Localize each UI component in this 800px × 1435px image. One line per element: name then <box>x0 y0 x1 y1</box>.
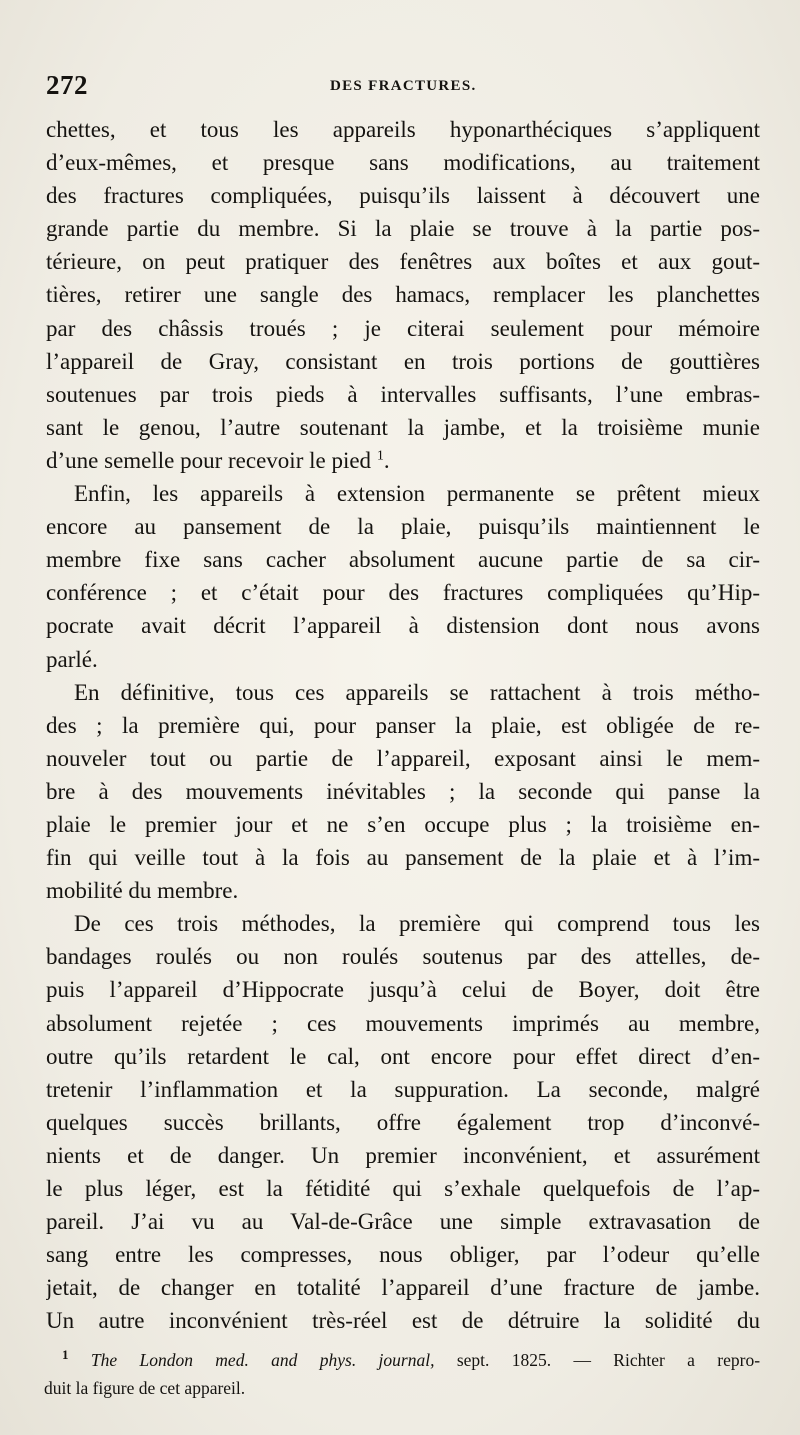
text-line: plaie le premier jour et ne s’en occupe plus ; la troisième en- <box>46 811 760 837</box>
text-line: des fractures compliquées, puisqu’ils laissent à découvert une <box>46 183 760 209</box>
paragraph-start: De ces trois méthodes, la première qui comprend tous les <box>74 911 760 937</box>
text-line: grande partie du membre. Si la plaie se trouve à la partie pos- <box>46 216 760 242</box>
text-line: parlé. <box>46 646 98 672</box>
footnote-text: sept. 1825. — Richter a repro- <box>456 1350 760 1370</box>
text-line: nients et de danger. Un premier inconvénient, et assurément <box>46 1142 760 1168</box>
text-line: chettes, et tous les appareils hyponarthéciques s’appliquent <box>46 117 760 142</box>
text-line: jetait, de changer en totalité l’appareil d’une fracture de jambe. <box>46 1275 760 1301</box>
text-line: sang entre les compresses, nous obliger, par l’odeur qu’elle <box>46 1242 760 1268</box>
text-line: encore au pansement de la plaie, puisqu’ils maintiennent le <box>46 514 760 540</box>
text-line: d’eux-mêmes, et presque sans modifications, au traitement <box>46 150 760 176</box>
text-line: absolument rejetée ; ces mouvements imprimés au membre, <box>46 1010 760 1036</box>
body-text <box>46 113 760 1337</box>
paragraph-start: Enfin, les appareils à extension permanente se prêtent mieux <box>74 481 760 507</box>
text-line: quelques succès brillants, offre également trop d’inconvé- <box>46 1109 760 1135</box>
text-line-content: d’une semelle pour recevoir le pied <box>46 447 372 473</box>
footnote-line <box>44 1346 760 1374</box>
text-line: tretenir l’inflammation et la suppuration. La seconde, malgré <box>46 1076 760 1102</box>
text-line: fin qui veille tout à la fois au pansement de la plaie et à l’im- <box>46 845 760 871</box>
paragraph-start: En définitive, tous ces appareils se rattachent à trois métho- <box>74 679 760 705</box>
footnote-line: duit la figure de cet appareil. <box>44 1378 246 1398</box>
text-line: bre à des mouvements inévitables ; la seconde qui panse la <box>46 778 760 804</box>
text-line: puis l’appareil d’Hippocrate jusqu’à celui de Boyer, doit être <box>46 977 760 1003</box>
text-line: le plus léger, est la fétidité qui s’exhale quelquefois de l’ap- <box>46 1176 760 1201</box>
text-line: bandages roulés ou non roulés soutenus par des attelles, de- <box>46 944 760 970</box>
text-line: sant le genou, l’autre soutenant la jambe, et la troisième munie <box>46 414 760 440</box>
footnote-reference: 1 <box>376 448 384 464</box>
text-line: tières, retirer une sangle des hamacs, remplacer les planchettes <box>46 282 760 308</box>
text-line: pocrate avait décrit l’appareil à distension dont nous avons <box>46 613 760 639</box>
page-header <box>44 70 760 104</box>
journal-title: The London med. and phys. journal, <box>90 1350 435 1370</box>
text-line: Un autre inconvénient très-réel est de détruire la solidité du <box>46 1308 760 1334</box>
text-line: membre fixe sans cacher absolument aucune partie de sa cir- <box>46 547 760 573</box>
text-line: par des châssis troués ; je citerai seulement pour mémoire <box>46 315 760 341</box>
text-line: outre qu’ils retardent le cal, ont encore pour effet direct d’en- <box>46 1043 760 1069</box>
text-line: pareil. J’ai vu au Val-de-Grâce une simple extravasation de <box>46 1209 760 1235</box>
page-number: 272 <box>46 70 88 100</box>
text-line: d’une semelle pour recevoir le pied $^1$. <box>46 447 390 473</box>
text-line: des ; la première qui, pour panser la plaie, est obligée de re- <box>46 712 760 738</box>
text-line: soutenues par trois pieds à intervalles suffisants, l’une embras- <box>46 381 760 407</box>
footnote <box>44 1346 760 1402</box>
text-line: l’appareil de Gray, consistant en trois portions de gouttières <box>46 348 760 374</box>
text-line: nouveler tout ou partie de l’appareil, exposant ainsi le mem- <box>46 745 760 771</box>
running-head: DES FRACTURES. <box>330 78 477 94</box>
text-line: conférence ; et c’était pour des fractures compliquées qu’Hip- <box>46 580 760 606</box>
text-line: mobilité du membre. <box>46 878 239 904</box>
footnote-marker: 1 <box>62 1347 69 1363</box>
text-line: térieure, on peut pratiquer des fenêtres aux boîtes et aux gout- <box>46 249 760 275</box>
